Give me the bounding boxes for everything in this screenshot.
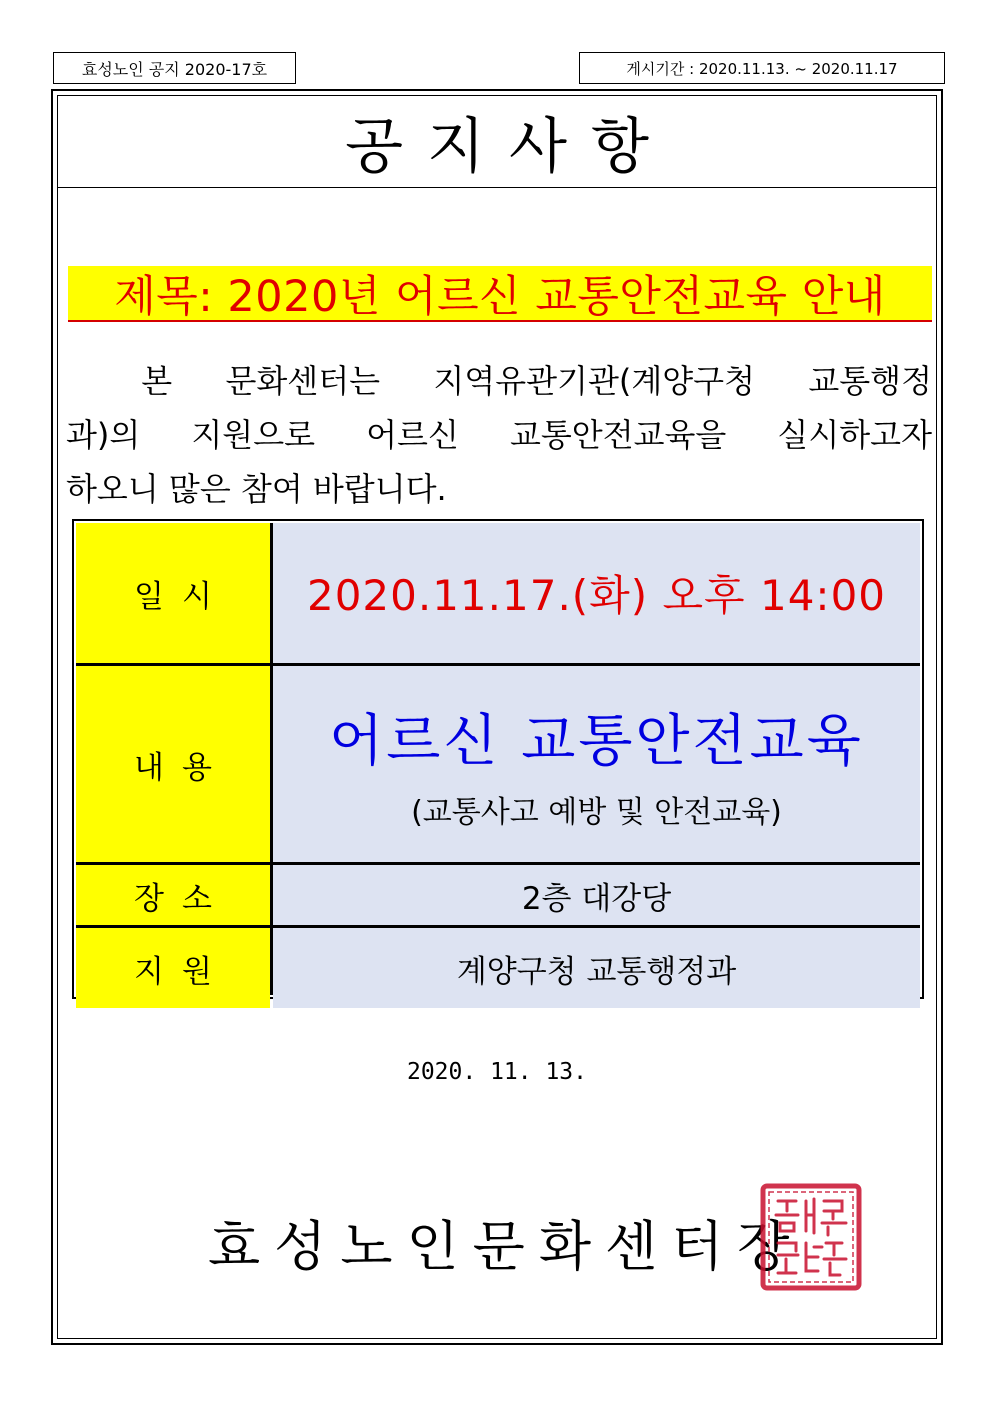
page-title: 공지사항 — [58, 96, 936, 188]
posting-period: 게시기간 : 2020.11.13. ~ 2020.11.17 — [626, 59, 898, 78]
official-seal-icon — [760, 1183, 862, 1291]
support-value: 계양구청 교통행정과 — [456, 953, 737, 990]
content-label: 내용 — [76, 666, 270, 862]
posting-period-box — [579, 52, 945, 84]
place-label: 장소 — [76, 865, 270, 925]
body-line: 과)의 지원으로 어르신 교통안전교육을 실시하고자 — [66, 416, 932, 454]
notice-body — [66, 354, 932, 516]
notice-date: 2020. 11. 13. — [406, 1059, 587, 1085]
content-value-sub: (교통사고 예방 및 안전교육) — [411, 795, 782, 830]
content-cell — [273, 666, 920, 862]
notice-subject: 제목: 2020년 어르신 교통안전교육 안내 — [68, 266, 932, 322]
datetime-cell — [273, 523, 920, 663]
support-cell — [273, 928, 920, 1008]
signature: 효성노인문화센터장 — [208, 1215, 804, 1278]
support-label: 지원 — [76, 928, 270, 1008]
notice-frame-inner — [57, 95, 937, 1339]
body-line: 본 문화센터는 지역유관기관(계양구청 교통행정 — [66, 362, 932, 400]
body-line: 하오니 많은 참여 바랍니다. — [66, 470, 447, 508]
notice-frame — [51, 89, 943, 1345]
notice-number-box — [53, 52, 296, 84]
datetime-label: 일시 — [76, 523, 270, 663]
datetime-value: 2020.11.17.(화) 오후 14:00 — [306, 571, 887, 620]
info-table — [72, 519, 924, 999]
place-value: 2층 대강당 — [521, 880, 672, 917]
notice-number: 효성노인 공지 2020-17호 — [81, 59, 268, 79]
place-cell — [273, 865, 920, 925]
content-value-main: 어르신 교통안전교육 — [329, 709, 864, 774]
